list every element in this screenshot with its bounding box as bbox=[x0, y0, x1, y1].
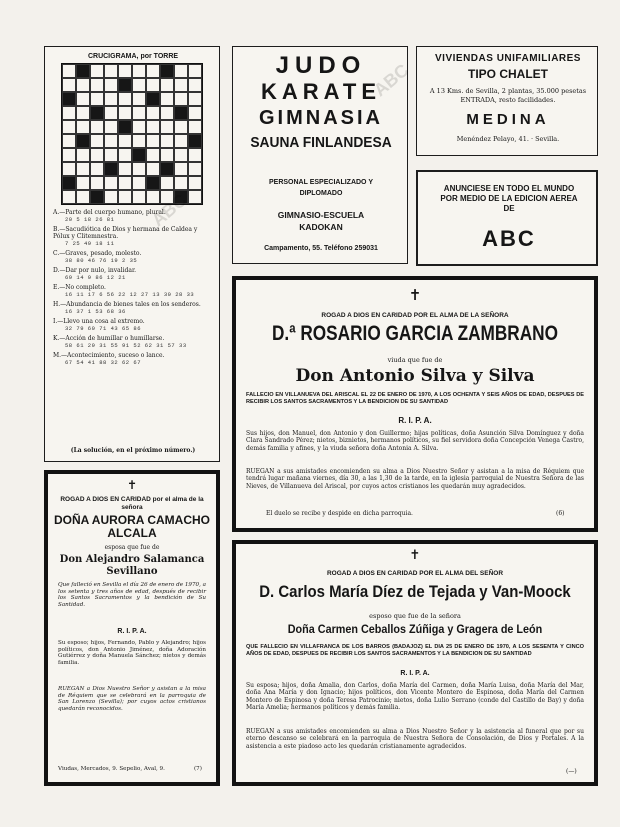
obituary-diez-rip: R. I. P. A. bbox=[400, 670, 430, 677]
crossword-cell bbox=[118, 176, 132, 190]
crossword-clue-numbers: 32 79 60 71 43 65 86 bbox=[65, 325, 142, 332]
crossword-cell bbox=[104, 190, 118, 204]
obituary-camacho-widow-of: esposa que fue de bbox=[104, 544, 160, 551]
crossword-clue-numbers: 7 25 49 18 11 bbox=[65, 240, 115, 247]
crossword-cell bbox=[146, 92, 160, 106]
crossword-cell bbox=[90, 120, 104, 134]
crossword-cell bbox=[188, 162, 202, 176]
crossword-cell bbox=[146, 78, 160, 92]
housing-ad-address: Menéndez Pelayo, 41. · Sevilla. bbox=[456, 135, 560, 143]
crossword-clue-text: M.—Acontecimiento, suceso o lance. bbox=[53, 352, 165, 359]
crossword-cell bbox=[132, 190, 146, 204]
crossword-cell bbox=[174, 148, 188, 162]
crossword-cell bbox=[104, 162, 118, 176]
crossword-cell bbox=[62, 92, 76, 106]
abc-edition-ad-text: ANUNCIESE EN TODO EL MUNDO POR MEDIO DE LA EDICION AEREA DE bbox=[440, 184, 578, 213]
obituary-camacho-request: RUEGAN a Dios Nuestro Señor y asistan a la misa de Réquiem que se celebrará en la parroquia de San Lorenzo (Sevilla); por cuyos actos cristianos quedarán reconocidos. bbox=[58, 686, 206, 712]
crossword-cell bbox=[188, 148, 202, 162]
crossword-cell bbox=[146, 134, 160, 148]
crossword-cell bbox=[118, 134, 132, 148]
crossword-cell bbox=[62, 148, 76, 162]
crossword-clue-text: K.—Acción de humillar o humillarse. bbox=[53, 335, 165, 342]
crossword-cell bbox=[160, 176, 174, 190]
obituary-camacho-rip: R. I. P. A. bbox=[117, 628, 147, 635]
crossword-clue-text: H.—Abundancia de bienes tales en los senderos. bbox=[53, 301, 201, 308]
obituary-garcia-request: RUEGAN a sus amistades encomienden su alma a Dios Nuestro Señor y asistan a la misa de Réquiem que tendrá lugar mañana viernes, día 30, a las 1,30 de la tarde, en la iglesia parroquial de Nuestra Señora de las Nieves, de Villanueva del Ariscal, por cuyos actos cristianos les quedarán muy agradecidos. bbox=[246, 468, 584, 490]
crossword-cell bbox=[76, 162, 90, 176]
crossword-cell bbox=[146, 162, 160, 176]
crossword-grid bbox=[61, 63, 203, 205]
obituary-diez-died: QUE FALLECIO EN VILLAFRANCA DE LOS BARROS (BADAJOZ) EL DIA 25 DE ENERO DE 1970, A LOS SESENTA Y CINCO AÑOS DE EDAD, DESPUES DE RECIBIR LOS SANTOS SACRAMENTOS Y LA BENDICION DE SU SANTIDAD bbox=[246, 644, 584, 657]
crossword-cell bbox=[146, 120, 160, 134]
judo-ad-line-2: KARATE bbox=[260, 79, 382, 104]
crossword-cell bbox=[118, 64, 132, 78]
judo-ad-line-1: JUDO bbox=[275, 52, 367, 79]
crossword-cell bbox=[132, 106, 146, 120]
crossword-cell bbox=[104, 148, 118, 162]
obituary-camacho-name: DOÑA AURORA CAMACHO ALCALA bbox=[54, 513, 210, 540]
crossword-cell bbox=[132, 134, 146, 148]
crossword-cell bbox=[146, 148, 160, 162]
crossword-cell bbox=[174, 176, 188, 190]
crossword-cell bbox=[188, 176, 202, 190]
obituary-diez-de-tejada bbox=[232, 540, 598, 786]
crossword-cell bbox=[104, 78, 118, 92]
crossword-cell bbox=[160, 64, 174, 78]
obituary-diez-family: Su esposa; hijos, doña Amalia, don Carlos, doña María del Carmen, doña María Luisa, doña María del Mar, doña Ana María y don Ignacio; hijos políticos, don Vicente Montero de Espinosa, doña María del Carmen Montero de Espinosa y doña Teresa Patrocinio; nietos, doña Lulio Serrano (conde del Castillo de Bay) y doña María Amelia; hermanos políticos y demás familia. bbox=[246, 682, 584, 712]
crossword-cell bbox=[76, 148, 90, 162]
housing-ad bbox=[416, 46, 598, 156]
crossword-cell bbox=[76, 120, 90, 134]
crossword-cell bbox=[62, 134, 76, 148]
crossword-cell bbox=[104, 176, 118, 190]
crossword-clue bbox=[53, 318, 215, 332]
crossword-cell bbox=[90, 106, 104, 120]
crossword-cell bbox=[132, 162, 146, 176]
crossword-clues bbox=[53, 209, 215, 369]
crossword-cell bbox=[76, 190, 90, 204]
crossword-cell bbox=[62, 106, 76, 120]
cross-icon: ✝ bbox=[408, 286, 422, 304]
crossword-cell bbox=[160, 148, 174, 162]
housing-ad-body: A 13 Kms. de Sevilla, 2 plantas, 35.000 pesetas ENTRADA, resto facilidades. bbox=[429, 87, 587, 104]
crossword-cell bbox=[62, 120, 76, 134]
crossword-clue-text: A.—Parte del cuerpo humano, plural. bbox=[53, 209, 166, 216]
crossword-cell bbox=[76, 106, 90, 120]
crossword-cell bbox=[146, 176, 160, 190]
crossword-cell bbox=[174, 120, 188, 134]
obituary-garcia-rip: R. I. P. A. bbox=[398, 416, 432, 425]
crossword-clue-numbers: 67 54 41 88 32 62 67 bbox=[65, 359, 142, 366]
obituary-diez-ref: (—) bbox=[566, 768, 577, 775]
crossword-clue-text: E.—No completo. bbox=[53, 284, 106, 291]
crossword-cell bbox=[76, 78, 90, 92]
obituary-camacho-spouse: Don Alejandro Salamanca Sevillano bbox=[59, 554, 205, 577]
crossword-clue-numbers: 58 61 29 31 55 91 52 62 31 57 33 bbox=[65, 342, 187, 349]
crossword-clue bbox=[53, 335, 215, 349]
crossword-cell bbox=[76, 176, 90, 190]
crossword-cell bbox=[132, 64, 146, 78]
obituary-garcia-closing: El duelo se recibe y despide en dicha parroquia. bbox=[266, 510, 413, 517]
crossword-cell bbox=[104, 64, 118, 78]
judo-ad-subtitle: PERSONAL ESPECIALIZADO Y DIPLOMADO bbox=[269, 179, 373, 197]
crossword-cell bbox=[174, 92, 188, 106]
crossword-cell bbox=[90, 134, 104, 148]
crossword-clue bbox=[53, 250, 215, 264]
crossword-cell bbox=[118, 120, 132, 134]
obituary-camacho-closing: Viudas, Mercados, 9. Sepelio, Aval, 9. bbox=[58, 766, 165, 772]
obituary-camacho-alcala bbox=[44, 470, 220, 786]
crossword-clue bbox=[53, 352, 215, 366]
crossword-cell bbox=[132, 148, 146, 162]
obituary-garcia-ref: (6) bbox=[556, 510, 565, 517]
crossword-cell bbox=[132, 120, 146, 134]
crossword-cell bbox=[174, 78, 188, 92]
crossword-title: CRUCIGRAMA, por TORRE bbox=[87, 53, 179, 60]
crossword-clue-numbers: 38 80 46 76 19 2 35 bbox=[65, 257, 138, 264]
crossword-cell bbox=[62, 176, 76, 190]
crossword-cell bbox=[160, 134, 174, 148]
crossword-cell bbox=[76, 64, 90, 78]
crossword-cell bbox=[62, 78, 76, 92]
cross-icon: ✝ bbox=[126, 478, 138, 492]
crossword-cell bbox=[104, 120, 118, 134]
crossword-cell bbox=[132, 92, 146, 106]
housing-ad-title-1: VIVIENDAS UNIFAMILIARES bbox=[435, 53, 581, 64]
crossword-solution-note: (La solución, en el próximo número.) bbox=[70, 447, 196, 454]
crossword-cell bbox=[90, 148, 104, 162]
crossword-cell bbox=[188, 120, 202, 134]
crossword-cell bbox=[62, 162, 76, 176]
judo-ad-line-3: GIMNASIA bbox=[259, 107, 383, 129]
crossword-cell bbox=[132, 176, 146, 190]
judo-ad-line-4: SAUNA FINLANDESA bbox=[250, 134, 392, 151]
crossword-clue-text: B.—Sacudiótica de Dios y hermana de Caldea y Pólux y Clitemnestra. bbox=[53, 226, 198, 240]
crossword-cell bbox=[118, 148, 132, 162]
crossword-cell bbox=[188, 190, 202, 204]
crossword-cell bbox=[118, 106, 132, 120]
crossword-clue bbox=[53, 226, 215, 247]
crossword-cell bbox=[90, 64, 104, 78]
crossword-cell bbox=[188, 78, 202, 92]
obituary-diez-spouse: Doña Carmen Ceballos Zúñiga y Gragera de León bbox=[287, 622, 543, 636]
obituary-garcia-spouse: Don Antonio Silva y Silva bbox=[295, 366, 535, 386]
crossword-clue-text: C.—Graves, pesado, molesto. bbox=[53, 250, 142, 257]
cross-icon: ✝ bbox=[409, 548, 421, 563]
crossword-clue-numbers: 16 37 1 53 68 36 bbox=[65, 308, 126, 315]
crossword-clue bbox=[53, 284, 215, 298]
crossword-cell bbox=[118, 190, 132, 204]
obituary-garcia-header: ROGAD A DIOS EN CARIDAD POR EL ALMA DE LA SEÑORA bbox=[321, 312, 509, 319]
abc-edition-ad bbox=[416, 170, 598, 266]
crossword-cell bbox=[104, 106, 118, 120]
obituary-garcia-name: D.ª ROSARIO GARCIA ZAMBRANO bbox=[271, 322, 559, 345]
obituary-camacho-family: Su esposo; hijos, Fernando, Pablo y Alejandro; hijos políticos, don Antonio Jiménez, doña Adoración Gutiérrez y doña Manuela Sánchez; nietos y demás familia. bbox=[58, 640, 206, 666]
crossword-cell bbox=[160, 120, 174, 134]
obituary-camacho-header: ROGAD A DIOS EN CARIDAD por el alma de la señora bbox=[60, 496, 204, 511]
crossword-cell bbox=[174, 64, 188, 78]
obituary-camacho-died: Que falleció en Sevilla el día 26 de enero de 1970, a los setenta y tres años de edad, después de recibir los Santos Sacramentos y la bendición de Su Santidad. bbox=[58, 582, 206, 608]
crossword-cell bbox=[76, 134, 90, 148]
crossword-cell bbox=[90, 92, 104, 106]
crossword-cell bbox=[146, 190, 160, 204]
crossword-clue bbox=[53, 267, 215, 281]
crossword-cell bbox=[118, 162, 132, 176]
crossword-clue-numbers: 69 14 9 86 12 21 bbox=[65, 274, 126, 281]
obituary-diez-request: RUEGAN a sus amistades encomienden su alma a Dios Nuestro Señor y la asistencia al funeral que por su eterno descanso se celebrará en la parroquia de Nuestra Señora de Consolación, de Dios y Portales. A la asistencia a este piadoso acto les quedarán cristianamente agradecidos. bbox=[246, 728, 584, 750]
abc-logo: ABC bbox=[482, 226, 536, 251]
crossword-cell bbox=[90, 162, 104, 176]
judo-ad-school: GIMNASIO-ESCUELA KADOKAN bbox=[277, 210, 365, 232]
crossword-cell bbox=[104, 92, 118, 106]
crossword-clue-text: I.—Llevo una cosa al extremo. bbox=[53, 318, 145, 325]
obituary-garcia-died: FALLECIO EN VILLANUEVA DEL ARISCAL EL 22 DE ENERO DE 1970, A LOS OCHENTA Y SEIS AÑOS DE EDAD, DESPUES DE RECIBIR LOS SANTOS SACRAMENTOS Y LA BENDICION DE SU SANTIDAD bbox=[246, 392, 584, 405]
obituary-diez-header: ROGAD A DIOS EN CARIDAD POR EL ALMA DEL SEÑOR bbox=[326, 570, 504, 577]
crossword-clue bbox=[53, 209, 215, 223]
crossword-cell bbox=[160, 106, 174, 120]
abc-watermark: ABC bbox=[369, 59, 413, 101]
obituary-camacho-ref: (7) bbox=[194, 766, 202, 772]
crossword-cell bbox=[132, 78, 146, 92]
housing-ad-title-2: TIPO CHALET bbox=[468, 67, 548, 81]
crossword-cell bbox=[174, 134, 188, 148]
crossword-clue-text: D.—Dar por nulo, invalidar. bbox=[53, 267, 137, 274]
crossword-cell bbox=[118, 92, 132, 106]
crossword-cell bbox=[174, 162, 188, 176]
obituary-garcia-widow-of: viuda que fue de bbox=[387, 356, 443, 364]
crossword-cell bbox=[188, 134, 202, 148]
crossword-cell bbox=[160, 162, 174, 176]
abc-watermark: ABC bbox=[147, 189, 191, 231]
obituary-diez-name: D. Carlos María Díez de Tejada y Van-Moock bbox=[259, 582, 571, 601]
crossword-cell bbox=[76, 92, 90, 106]
crossword-cell bbox=[90, 176, 104, 190]
crossword-panel bbox=[44, 46, 220, 462]
obituary-garcia-zambrano bbox=[232, 276, 598, 532]
housing-ad-brand: MEDINA bbox=[466, 111, 550, 128]
crossword-cell bbox=[160, 92, 174, 106]
crossword-cell bbox=[188, 106, 202, 120]
crossword-cell bbox=[188, 64, 202, 78]
crossword-clue-numbers: 16 11 17 6 56 22 12 27 13 30 28 33 bbox=[65, 291, 195, 298]
crossword-cell bbox=[174, 106, 188, 120]
crossword-clue-numbers: 20 5 18 26 81 bbox=[65, 216, 115, 223]
crossword-cell bbox=[62, 190, 76, 204]
crossword-cell bbox=[90, 190, 104, 204]
crossword-clue bbox=[53, 301, 215, 315]
crossword-cell bbox=[90, 78, 104, 92]
crossword-cell bbox=[146, 106, 160, 120]
crossword-cell bbox=[146, 64, 160, 78]
obituary-garcia-family: Sus hijos, don Manuel, don Antonio y don Guillermo; hijas políticas, doña Asunción Silva Domínguez y doña Clara Sandrado Pérez; nietos, biznietos, hermanos políticos, su fiel servidora doña Concepción Venega Castro, demás familia y afines, y la viuda señora doña Antonia A. Silva. bbox=[246, 430, 584, 452]
obituary-diez-widow-of: esposo que fue de la señora bbox=[369, 612, 461, 620]
crossword-cell bbox=[160, 78, 174, 92]
judo-ad-address: Campamento, 55. Teléfono 259031 bbox=[264, 245, 378, 252]
crossword-cell bbox=[104, 134, 118, 148]
crossword-cell bbox=[62, 64, 76, 78]
crossword-cell bbox=[118, 78, 132, 92]
crossword-cell bbox=[188, 92, 202, 106]
